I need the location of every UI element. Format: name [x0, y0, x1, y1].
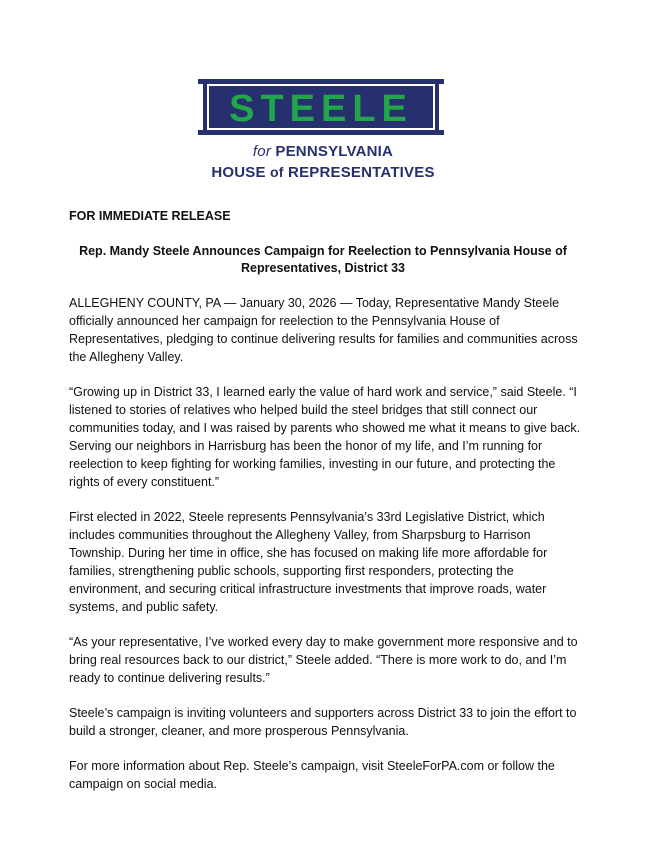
- tagline-for: for: [252, 143, 272, 160]
- tagline-state: PENNSYLVANIA: [275, 143, 394, 160]
- logo-top-bar: [198, 79, 444, 84]
- paragraph-background: First elected in 2022, Steele represents Pennsylvania’s 33rd Legislative District, which includes communities throughout the Allegheny Valley, from Sharpsburg to Harrison Township. During her time in office, she has focused on making life more affordable for families, strengthening public schools, supporting first responders, protecting the environment, and securing critical infrastructure investments that improve roads, water systems, and public safety.: [69, 510, 548, 614]
- logo-left-post: [203, 84, 207, 130]
- campaign-logo: [198, 79, 444, 135]
- logo-wordmark: STEELE: [229, 88, 413, 130]
- release-label: FOR IMMEDIATE RELEASE: [69, 209, 231, 223]
- paragraph-dateline: ALLEGHENY COUNTY, PA — January 30, 2026 — Today, Representative Mandy Steele officially announced her campaign for reelection to the Pennsylvania House of Representatives, pledging to continue delivering results for families and communities across the Allegheny Valley.: [69, 296, 578, 364]
- logo-bottom-bar: [198, 130, 444, 135]
- press-release-body: [69, 294, 581, 810]
- logo-right-post: [435, 84, 439, 130]
- tagline-of: of: [270, 164, 284, 180]
- tagline-line-2: [0, 163, 646, 182]
- paragraph-more-info: For more information about Rep. Steele’s campaign, visit SteeleForPA.com or follow the campaign on social media.: [69, 759, 555, 791]
- paragraph-volunteers: Steele’s campaign is inviting volunteers and supporters across District 33 to join the effort to build a stronger, cleaner, and more prosperous Pennsylvania.: [69, 706, 577, 738]
- tagline-house: HOUSE: [211, 164, 266, 181]
- tagline-representatives: REPRESENTATIVES: [288, 164, 435, 181]
- paragraph-second-quote: “As your representative, I’ve worked every day to make government more responsive and to bring real resources back to our district,” Steele added. “There is more work to do, and I’m ready to continue delivering results.”: [69, 635, 578, 685]
- tagline-line-1: [0, 143, 646, 161]
- paragraph-quote: “Growing up in District 33, I learned early the value of hard work and service,” said Steele. “I listened to stories of relatives who helped build the steel bridges that still connect our communities today, and I was raised by parents who showed me what it means to give back. Serving our neighbors in Harrisburg has been the honor of my life, and I’m running for reelection to keep fighting for working families, investing in our future, and protecting the rights of every constituent.”: [69, 385, 581, 489]
- press-release-headline: Rep. Mandy Steele Announces Campaign for Reelection to Pennsylvania House of Representatives, District 33: [79, 244, 567, 275]
